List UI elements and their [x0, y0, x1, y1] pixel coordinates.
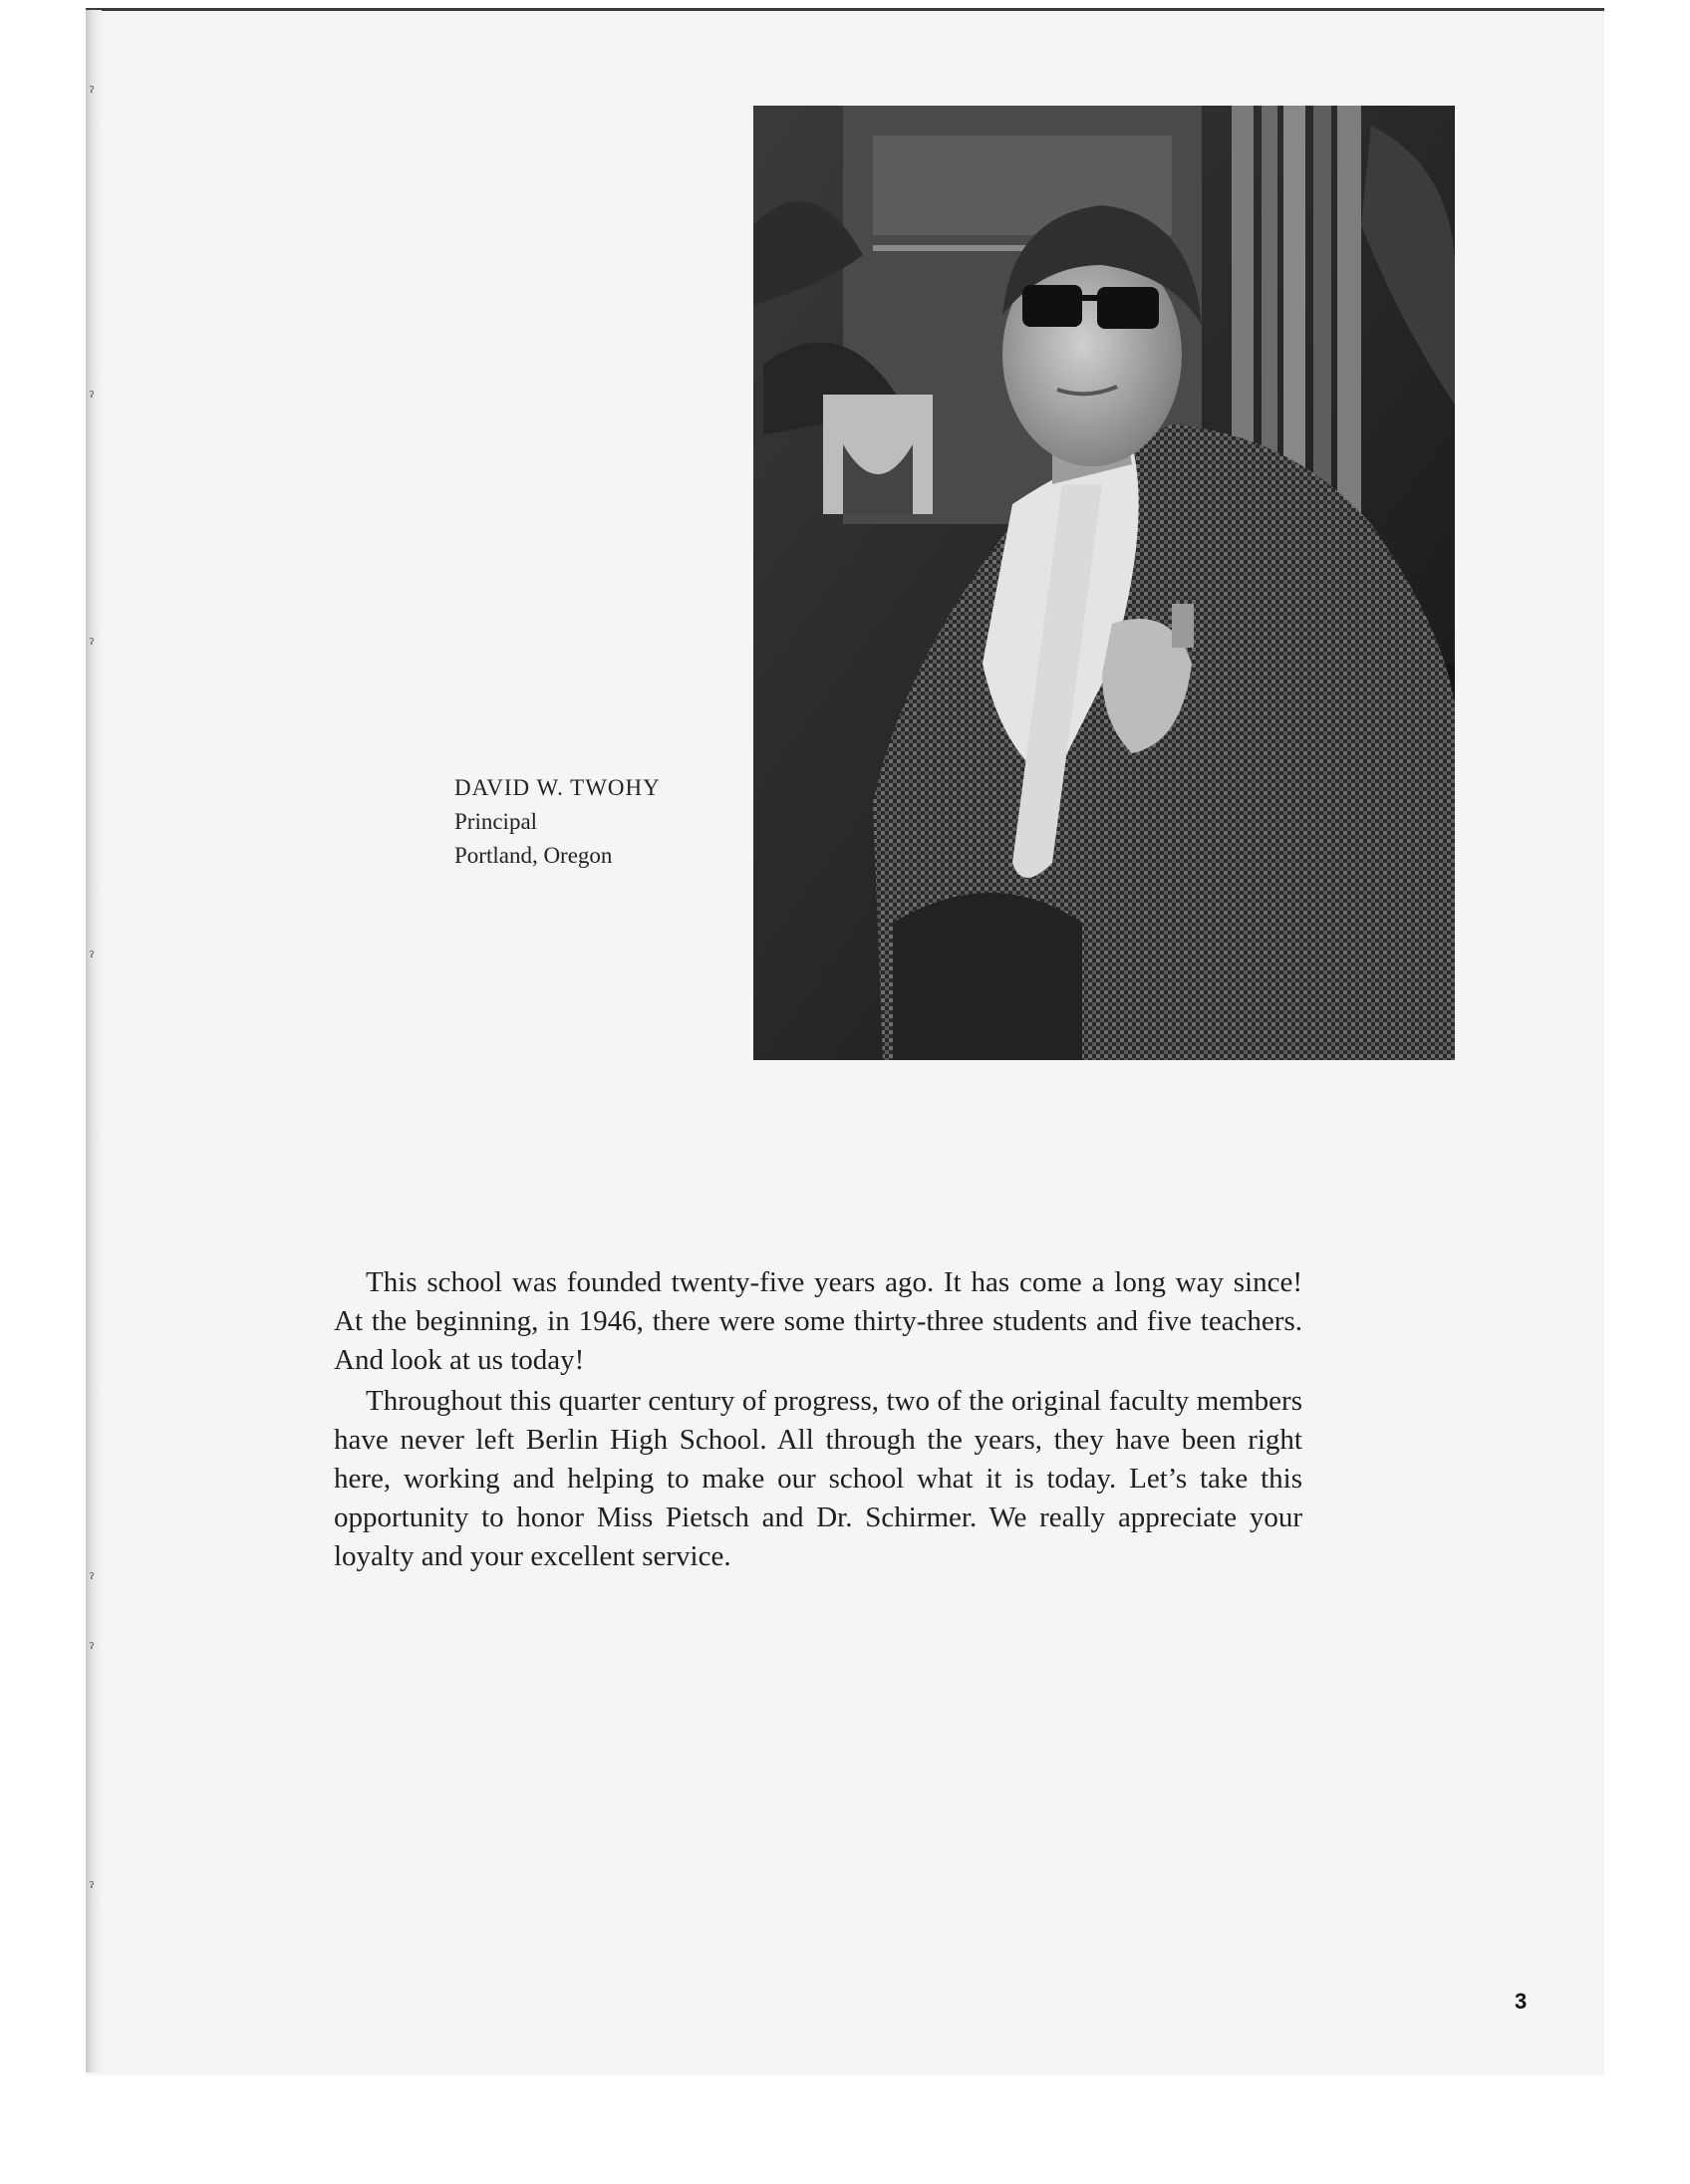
page-number: 3 [1515, 1989, 1528, 2014]
body-paragraph: Throughout this quarter century of progress, two of the original faculty members have never left Berlin High School. All through the years, they have been right here, working and helping to make our school what it is today. Let’s take this opportunity to honor Miss Pietsch and Dr. Schirmer. We really appreciate your loyalty and your excellent service. [334, 1385, 1302, 1572]
body-text [334, 1263, 1302, 1578]
caption-name: DAVID W. TWOHY [454, 775, 661, 800]
binding-mark: ˀ [90, 389, 94, 406]
portrait-photo [753, 106, 1455, 1060]
binding-mark: ˀ [90, 1879, 94, 1896]
page-binding-edge [86, 10, 102, 2072]
caption-title: Principal [454, 809, 538, 834]
binding-mark: ˀ [90, 1640, 94, 1657]
body-paragraph: This school was founded twenty-five years ago. It has come a long way since! At the beginning, in 1946, there were some thirty-three students and five teachers. And look at us today! [334, 1266, 1302, 1376]
binding-mark: ˀ [90, 636, 94, 653]
caption-location: Portland, Oregon [454, 843, 613, 868]
binding-mark: ˀ [90, 1570, 94, 1587]
binding-mark: ˀ [90, 949, 94, 965]
photo-caption [454, 771, 733, 873]
binding-mark: ˀ [90, 84, 94, 101]
